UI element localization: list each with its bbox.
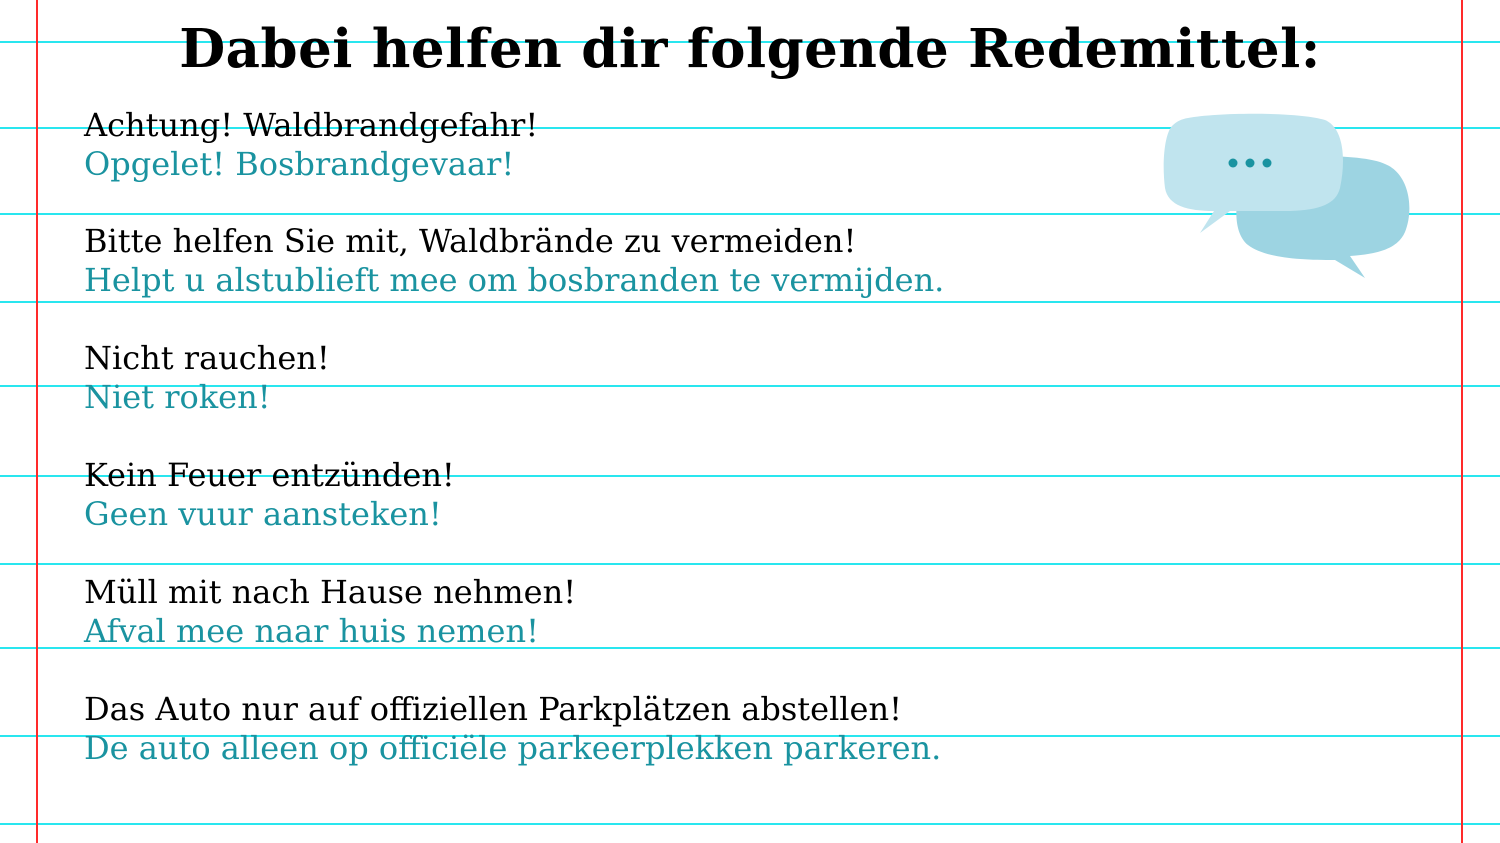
dutch-phrase: Helpt u alstublieft mee om bosbranden te vermijden.	[84, 261, 945, 299]
phrase-item	[84, 573, 576, 651]
speech-bubbles-icon	[1160, 110, 1415, 285]
bubble-dot	[1229, 159, 1238, 168]
ruled-line	[0, 823, 1500, 825]
phrase-item	[84, 456, 455, 534]
phrase-item	[84, 339, 330, 417]
german-phrase: Das Auto nur auf offiziellen Parkplätzen abstellen!	[84, 690, 902, 728]
page-title: Dabei helfen dir folgende Redemittel:	[179, 18, 1321, 80]
bubble-dot	[1246, 159, 1255, 168]
ruled-line	[0, 301, 1500, 303]
german-phrase: Kein Feuer entzünden!	[84, 456, 455, 494]
left-margin-line	[36, 0, 38, 843]
dutch-phrase: De auto alleen op officiële parkeerplekken parkeren.	[84, 729, 942, 767]
bubble-dot	[1263, 159, 1272, 168]
german-phrase: Müll mit nach Hause nehmen!	[84, 573, 577, 611]
phrase-item	[84, 106, 538, 184]
german-phrase: Nicht rauchen!	[84, 339, 330, 377]
dutch-phrase: Niet roken!	[84, 378, 271, 416]
phrase-item	[84, 690, 941, 768]
dutch-phrase: Geen vuur aansteken!	[84, 495, 442, 533]
dutch-phrase: Afval mee naar huis nemen!	[84, 612, 539, 650]
dutch-phrase: Opgelet! Bosbrandgevaar!	[84, 145, 515, 183]
ruled-line	[0, 563, 1500, 565]
right-margin-line	[1461, 0, 1463, 843]
phrase-item	[84, 222, 944, 300]
german-phrase: Bitte helfen Sie mit, Waldbrände zu vermeiden!	[84, 222, 857, 260]
german-phrase: Achtung! Waldbrandgefahr!	[84, 106, 539, 144]
